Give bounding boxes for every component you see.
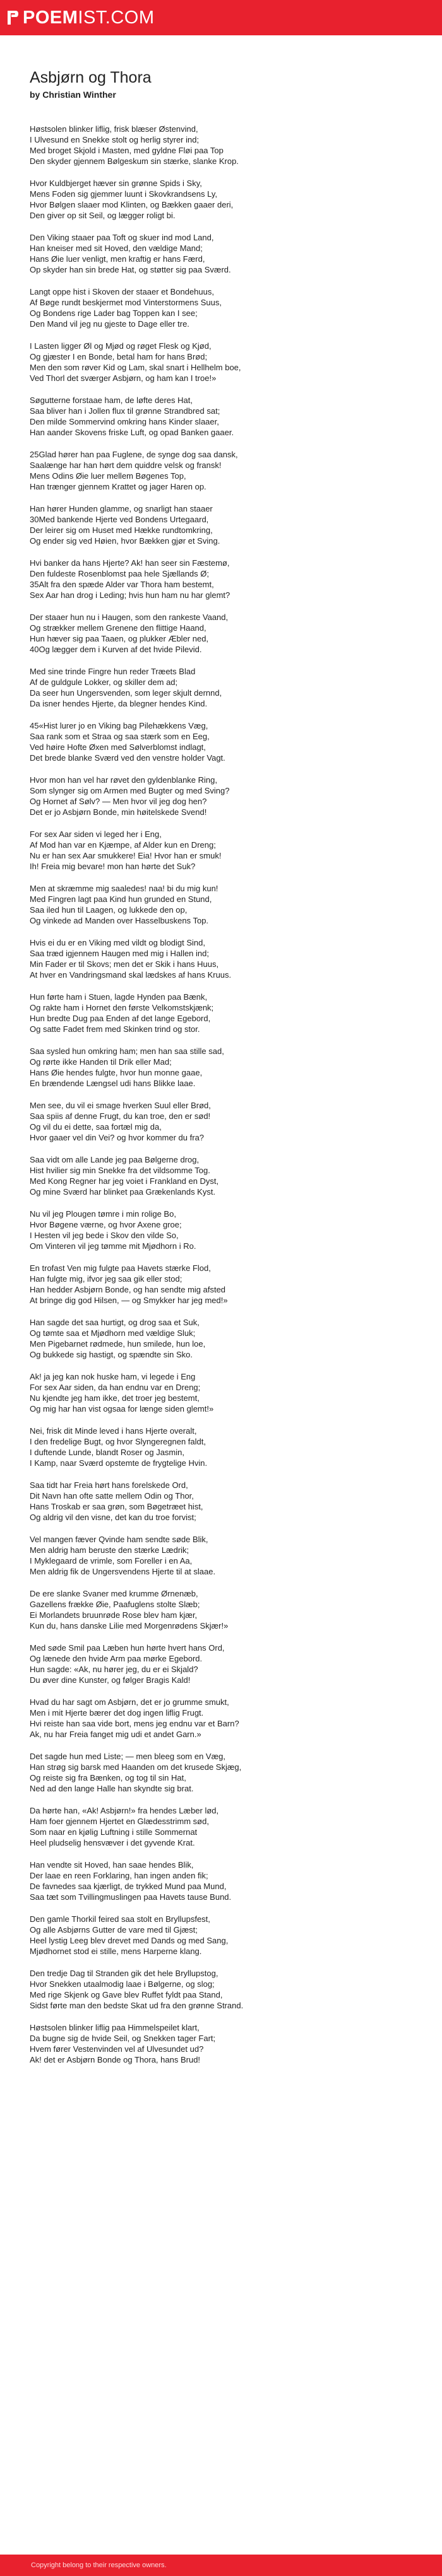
poem-line: 40Og lægger dem i Kurven af det hvide Pilevid.: [30, 645, 202, 654]
stanza: [30, 829, 415, 872]
poem-line: Og aldrig vil den visne, det kan du troe forvist;: [30, 1513, 196, 1522]
poem-line: Da isner hendes Hjerte, da blegner hendes Kind.: [30, 699, 208, 708]
poem-line: Saa iled hun til Laagen, og lukkede den op,: [30, 905, 188, 915]
poem-line: Om Vinteren vil jeg tømme mit Mjødhorn i Ro.: [30, 1241, 196, 1251]
poem-line: Han trænger gjennem Krattet og jager Haren op.: [30, 482, 206, 491]
poem-line: Den tredje Dag til Stranden gik det hele Bryllupstog,: [30, 1969, 218, 1978]
poem-line: Ned ad den lange Halle han skyndte sig brat.: [30, 1784, 194, 1793]
poem-line: Den giver op sit Seil, og lægger roligt bi.: [30, 211, 176, 220]
poem-line: Den fuldeste Rosenblomst paa hele Sjællands Ø;: [30, 569, 209, 578]
stanza: [30, 1100, 415, 1143]
poem-line: Og satte Fadet frem med Skinken trind og stor.: [30, 1024, 200, 1034]
byline-by: by: [30, 90, 40, 100]
stanza: [30, 1426, 415, 1468]
poem-line: Han kneiser med sit Hoved, den vældige Mand;: [30, 243, 203, 253]
stanza: [30, 1642, 415, 1685]
poem-line: Høstsolen blinker liflig, frisk blæser Østenvind,: [30, 124, 198, 134]
stanza: [30, 2022, 415, 2065]
poem-line: Han vendte sit Hoved, han saae hendes Blik,: [30, 1860, 194, 1870]
poem-line: Nu vil jeg Plougen tømre i min rolige Bo,: [30, 1209, 176, 1219]
poem-line: Gazellens frække Øie, Paafuglens stolte Slæb;: [30, 1600, 200, 1609]
poem-line: Men i mit Hjerte bærer det dog ingen liflig Frugt.: [30, 1708, 204, 1718]
poem-line: Det sagde hun med Liste; — men bleeg som en Væg,: [30, 1752, 226, 1761]
poem-line: Nu kjendte jeg ham ikke, det troer jeg bestemt,: [30, 1393, 200, 1403]
site-footer: [0, 2555, 442, 2576]
poem-line: Saa spiis af denne Frugt, du kan troe, den er sød!: [30, 1111, 211, 1121]
poem-line: I Hesten vil jeg bede i Skov den vilde So,: [30, 1231, 179, 1240]
poem-line: Da bugne sig de hvide Seil, og Snekken tager Fart;: [30, 2034, 216, 2043]
poem-line: Af Mod han var en Kjæmpe, af Alder kun en Dreng;: [30, 840, 216, 850]
poem-line: Men see, du vil ei smage hverken Suul eller Brød,: [30, 1101, 211, 1110]
poem-line: Og gjæster I en Bonde, betal ham for hans Brød;: [30, 352, 208, 361]
stanza: [30, 1968, 415, 2011]
poem-line: Du øver dine Kunster, og følger Bragis Kald!: [30, 1675, 191, 1685]
poem-line: Saa træd igjennem Haugen med mig i Hallen ind;: [30, 949, 209, 958]
site-logo-text: POEMIST.COM: [23, 7, 155, 28]
poem-line: For sex Aar siden vi leged her i Eng,: [30, 829, 162, 839]
poem-line: Og mig har han vist ogsaa for længe siden glemt!»: [30, 1404, 214, 1414]
poem-line: Langt oppe hist i Skoven der staaer et Bondehuus,: [30, 287, 214, 296]
byline: [30, 90, 415, 100]
poem-line: Hvor gaaer vel din Vei? og hvor kommer du fra?: [30, 1133, 205, 1142]
poem-line: Høstsolen blinker liflig paa Himmelspeilet klart,: [30, 2023, 200, 2032]
poem-line: Vel mangen fæver Qvinde ham sendte søde Blik,: [30, 1535, 208, 1544]
poem-line: En trofast Ven mig fulgte paa Havets stærke Flod,: [30, 1263, 211, 1273]
poem-line: Han aander Skovens friske Luft, og opad Banken gaaer.: [30, 428, 234, 437]
poem-line: Hans Øie luer venligt, men kraftig er hans Færd,: [30, 254, 205, 264]
stanza: [30, 395, 415, 438]
poem-line: Som naar en kjølig Luftning i stille Sommernat: [30, 1827, 198, 1837]
stanza: [30, 178, 415, 221]
poem-line: Sidst førte man den bedste Skat ud fra den grønne Strand.: [30, 2001, 244, 2010]
poem-line: Hans Troskab er saa grøn, som Bøgetræet hist,: [30, 1502, 203, 1511]
poem-content: [30, 68, 415, 2076]
poem-line: Med rige Skjenk og Gave blev Ruffet fyldt paa Stand,: [30, 1990, 223, 1999]
poem-line: Da hørte han, «Ak! Asbjørn!» fra hendes Læber lød,: [30, 1806, 219, 1815]
stanza: [30, 1697, 415, 1740]
poem-line: Han strøg sig barsk med Haanden om det krusede Skjæg,: [30, 1762, 242, 1772]
poem-line: Og rakte ham i Hornet den første Velkomstskjænk;: [30, 1003, 214, 1012]
stanza: [30, 1480, 415, 1523]
stanza: [30, 937, 415, 980]
poem-line: I Myklegaard de vrimle, som Foreller i en Aa,: [30, 1556, 193, 1566]
poem-line: Men at skræmme mig saaledes! naa! bi du mig kun!: [30, 884, 218, 893]
poem-line: Ved høire Hofte Øxen med Sølverblomst indlagt,: [30, 742, 206, 752]
poem-line: Hvi reiste han saa vide bort, mens jeg endnu var et Barn?: [30, 1719, 239, 1728]
stanza: [30, 124, 415, 167]
poem-line: Saalænge har han hørt dem quiddre velsk og fransk!: [30, 460, 222, 470]
poem-line: Hvor mon han vel har røvet den gyldenblanke Ring,: [30, 775, 217, 785]
poem-line: Der laae en reen Forklaring, han ingen anden fik;: [30, 1871, 208, 1880]
poem-line: Og alle Asbjørns Gutter de vare med til Gjæst;: [30, 1925, 198, 1935]
stanza: [30, 503, 415, 546]
poem-line: Søgutterne forstaae ham, de løfte deres Hat,: [30, 395, 193, 405]
poem-line: Ak, nu har Freia fanget mig udi et andet Garn.»: [30, 1730, 201, 1739]
poem-body: [30, 124, 415, 2065]
poem-line: Der leirer sig om Huset med Hække rundtomkring,: [30, 525, 213, 535]
poem-line: Saa vidt om alle Lande jeg paa Bølgerne drog,: [30, 1155, 200, 1164]
poem-line: 30Med bankende Hjerte ved Bondens Urtegaard,: [30, 515, 209, 524]
poem-line: 45«Hist lurer jo en Viking bag Pilehækkens Væg,: [30, 721, 208, 730]
poem-line: Saa tæt som Tvillingmuslingen paa Havets tause Bund.: [30, 1892, 232, 1902]
poem-line: 35Alt fra den spæde Alder var Thora ham bestemt,: [30, 580, 214, 589]
poem-line: Kun du, hans danske Lilie med Morgenrødens Skjær!»: [30, 1621, 229, 1630]
poem-line: Hvor Bølgen slaaer mod Klinten, og Bækken gaaer deri,: [30, 200, 234, 209]
poem-line: Hun sagde: «Ak, nu hører jeg, du er ei Skjald?: [30, 1665, 198, 1674]
stanza: [30, 666, 415, 709]
poem-line: I Kamp, naar Sværd opstemte de frygtelige Hvin.: [30, 1458, 208, 1468]
author-link[interactable]: Christian Winther: [42, 90, 116, 100]
poem-line: Da seer hun Ungersvenden, som leger skjult dernnd,: [30, 688, 222, 698]
stanza: [30, 232, 415, 275]
poem-line: Han hedder Asbjørn Bonde, og han sendte mig afsted: [30, 1285, 226, 1294]
poem-line: Han fulgte mig, ifvor jeg saa gik eller stod;: [30, 1274, 182, 1284]
poem-line: Ved Thorl det sværger Asbjørn, og ham kan I troe!»: [30, 373, 217, 383]
poem-line: Og tømte saa et Mjødhorn med vældige Sluk;: [30, 1328, 196, 1338]
poem-line: Hvor Bøgene værne, og hvor Axene groe;: [30, 1220, 182, 1229]
poem-line: Saa sysled hun omkring ham; men han saa stille sad,: [30, 1046, 224, 1056]
stanza: [30, 1371, 415, 1414]
poem-line: En brændende Længsel udi hans Blikke laae.: [30, 1079, 196, 1088]
stanza: [30, 341, 415, 383]
poem-line: At bringe dig god Hilsen, — og Smykker har jeg med!»: [30, 1296, 228, 1305]
poem-line: Og reiste sig fra Bænken, og tog til sin Hat,: [30, 1773, 186, 1783]
poem-line: Det er jo Asbjørn Bonde, min høitelskede Svend!: [30, 807, 207, 817]
site-header: [0, 0, 442, 35]
poem-line: Og rørte ikke Handen til Drik eller Mad;: [30, 1057, 172, 1067]
poem-line: Og lænede den hvide Arm paa mørke Egebord.: [30, 1654, 203, 1663]
poem-line: I Ulvesund en Snekke stolt og herlig styrer ind;: [30, 135, 200, 144]
poem-line: Han sagde det saa hurtigt, og drog saa et Suk,: [30, 1318, 200, 1327]
poem-line: Med Kong Regner har jeg voiet i Frankland en Dyst,: [30, 1176, 219, 1186]
quill-icon: [6, 9, 19, 26]
poem-line: 25Glad hører han paa Fuglene, de synge dog saa dansk,: [30, 450, 238, 459]
stanza: [30, 612, 415, 655]
poem-line: Saa rank som et Straa og saa stærk som en Eeg,: [30, 732, 210, 741]
stanza: [30, 1317, 415, 1360]
poem-line: Saa bliver han i Jollen flux til grønne Strandbred sat;: [30, 406, 220, 416]
poem-line: Hvis ei du er en Viking med vildt og blodigt Sind,: [30, 938, 205, 947]
poem-line: Den gamle Thorkil feired saa stolt en Bryllupsfest,: [30, 1914, 210, 1924]
poem-line: Med søde Smil paa Læben hun hørte hvert hans Ord,: [30, 1643, 225, 1653]
poem-line: Hvad du har sagt om Asbjørn, det er jo grumme smukt,: [30, 1697, 229, 1707]
poem-line: Hans Øie hendes fulgte, hvor hun monne gaae,: [30, 1068, 203, 1077]
poem-line: At hver en Vandringsmand skal lædskes af hans Kruus.: [30, 970, 232, 980]
stanza: [30, 775, 415, 817]
poem-line: Men aldrig fik de Ungersvendens Hjerte til at slaae.: [30, 1567, 216, 1576]
poem-line: Den Mand vil jeg nu gjeste to Dage eller tre.: [30, 319, 189, 329]
poem-line: Med Fingren lagt paa Kind hun grunded en Stund,: [30, 894, 212, 904]
poem-line: Nei, frisk dit Minde leved i hans Hjerte overalt,: [30, 1426, 197, 1436]
stanza: [30, 1751, 415, 1794]
stanza: [30, 720, 415, 763]
poem-line: I Lasten ligger Øl og Mjød og røget Flesk og Kjød,: [30, 341, 212, 351]
stanza: [30, 1859, 415, 1902]
site-logo[interactable]: [6, 9, 155, 27]
stanza: [30, 883, 415, 926]
poem-line: Som slynger sig om Armen med Bugter og med Sving?: [30, 786, 230, 795]
poem-line: Dit Navn han ofte satte mellem Odin og Thor,: [30, 1491, 194, 1501]
poem-line: Det brede blanke Sværd ved den venstre holder Vagt.: [30, 753, 225, 763]
copyright-text: Copyright belong to their respective owners.: [31, 2561, 167, 2569]
poem-line: Hun bredte Dug paa Enden af det lange Egebord,: [30, 1014, 211, 1023]
poem-line: Og Bondens rige Lader bag Toppen kan I see;: [30, 308, 198, 318]
poem-line: Og vil du ei dette, saa fortæl mig da,: [30, 1122, 162, 1132]
stanza: [30, 1588, 415, 1631]
poem-line: Sex Aar han drog i Leding; hvis hun ham nu har glemt?: [30, 590, 230, 600]
poem-line: Heel lystig Leeg blev drevet med Dands og med Sang,: [30, 1936, 229, 1945]
poem-line: Ak! ja jeg kan nok huske ham, vi legede i Eng: [30, 1372, 196, 1381]
poem-line: Mens Odins Øie luer mellem Bøgenes Top,: [30, 471, 186, 481]
stanza: [30, 992, 415, 1034]
poem-line: I den fredelige Bugt, og hvor Slyngeregnen faldt,: [30, 1437, 206, 1446]
poem-line: Min Fader er til Skovs; men det er Skik i hans Huus,: [30, 959, 219, 969]
poem-line: Med broget Skjold i Masten, med gyldne Fløi paa Top: [30, 146, 224, 155]
poem-line: Men den som røver Kid og Lam, skal snart i Hellhelm boe,: [30, 363, 241, 372]
poem-line: Men Pigebarnet rødmede, hun smilede, hun loe,: [30, 1339, 206, 1349]
stanza: [30, 1534, 415, 1577]
poem-line: Af Bøge rundt beskjermet mod Vinterstormens Suus,: [30, 298, 222, 307]
stanza: [30, 286, 415, 329]
poem-line: Hvi banker da hans Hjerte? Ak! han seer sin Fæstemø,: [30, 558, 230, 568]
poem-line: Den milde Sommervind omkring hans Kinder slaaer,: [30, 417, 219, 426]
stanza: [30, 449, 415, 492]
stanza: [30, 1914, 415, 1957]
poem-line: Saa tidt har Freia hørt hans forelskede Ord,: [30, 1480, 188, 1490]
poem-line: Og strækker mellem Grenene den flittige Haand,: [30, 623, 206, 633]
poem-line: Han hører Hunden glamme, og snarligt han staaer: [30, 504, 213, 513]
poem-line: Og Hornet af Sølv? — Men hvor vil jeg dog hen?: [30, 797, 207, 806]
poem-line: Ham foer gjennem Hjertet en Glædesstrimm sød,: [30, 1817, 209, 1826]
poem-line: Og ender sig ved Høien, hvor Bækken gjør et Sving.: [30, 536, 220, 546]
poem-line: De ere slanke Svaner med krumme Ørnenæb,: [30, 1589, 198, 1598]
poem-line: Mens Foden sig gjemmer luunt i Skovkrandsens Ly,: [30, 189, 217, 199]
poem-line: Hun hæver sig paa Taaen, og plukker Æbler ned,: [30, 634, 209, 643]
poem-line: De favnedes saa kjærligt, de trykked Mund paa Mund,: [30, 1882, 227, 1891]
stanza: [30, 1209, 415, 1251]
poem-line: Heel pludselig hensvæver i det gyvende Krat.: [30, 1838, 195, 1847]
poem-line: Ak! det er Asbjørn Bonde og Thora, hans Brud!: [30, 2055, 201, 2064]
poem-line: Ei Morlandets bruunrøde Rose blev ham kjær,: [30, 1610, 198, 1620]
stanza: [30, 1154, 415, 1197]
poem-line: Hun førte ham i Stuen, lagde Hynden paa Bænk,: [30, 992, 208, 1002]
poem-line: Op skyder han sin brede Hat, og støtter sig paa Sværd.: [30, 265, 231, 274]
poem-line: Og vinkede ad Manden over Hasselbuskens Top.: [30, 916, 209, 925]
poem-line: Hvor Kuldbjerget hæver sin grønne Spids i Sky,: [30, 179, 202, 188]
poem-line: Men aldrig ham beruste den stærke Lædrik;: [30, 1545, 189, 1555]
poem-title: Asbjørn og Thora: [30, 69, 152, 86]
poem-line: Nu er han sex Aar smukkere! Eia! Hvor han er smuk!: [30, 851, 222, 860]
stanza: [30, 1263, 415, 1306]
poem-line: Med sine trinde Fingre hun reder Træets Blad: [30, 667, 196, 676]
stanza: [30, 1805, 415, 1848]
poem-line: Hvem fører Vestenvinden vel af Ulvesundet ud?: [30, 2044, 204, 2054]
stanza: [30, 1046, 415, 1089]
poem-line: Den Viking staaer paa Toft og skuer ind mod Land,: [30, 233, 214, 242]
poem-line: Hist hvilier sig min Snekke fra det vildsomme Tog.: [30, 1166, 210, 1175]
poem-line: Der staaer hun nu i Haugen, som den rankeste Vaand,: [30, 612, 229, 622]
poem-line: I duftende Lunde, blandt Roser og Jasmin,: [30, 1448, 184, 1457]
poem-line: Og mine Sværd har blinket paa Grækenlands Kyst.: [30, 1187, 216, 1197]
poem-line: Af de guldgule Lokker, og skiller dem ad;: [30, 677, 178, 687]
poem-line: For sex Aar siden, da han endnu var en Dreng;: [30, 1383, 201, 1392]
poem-line: Og bukkede sig hastigt, og spændte sin Sko.: [30, 1350, 193, 1359]
poem-line: Mjødhornet stod ei stille, mens Harperne klang.: [30, 1947, 202, 1956]
poem-line: Hvor Snekken utaalmodig laae i Bølgerne, og slog;: [30, 1979, 215, 1989]
stanza: [30, 558, 415, 600]
poem-line: Den skyder gjennem Bølgeskum sin stærke, slanke Krop.: [30, 156, 239, 166]
poem-line: Ih! Freia mig bevare! mon han hørte det Suk?: [30, 862, 196, 871]
